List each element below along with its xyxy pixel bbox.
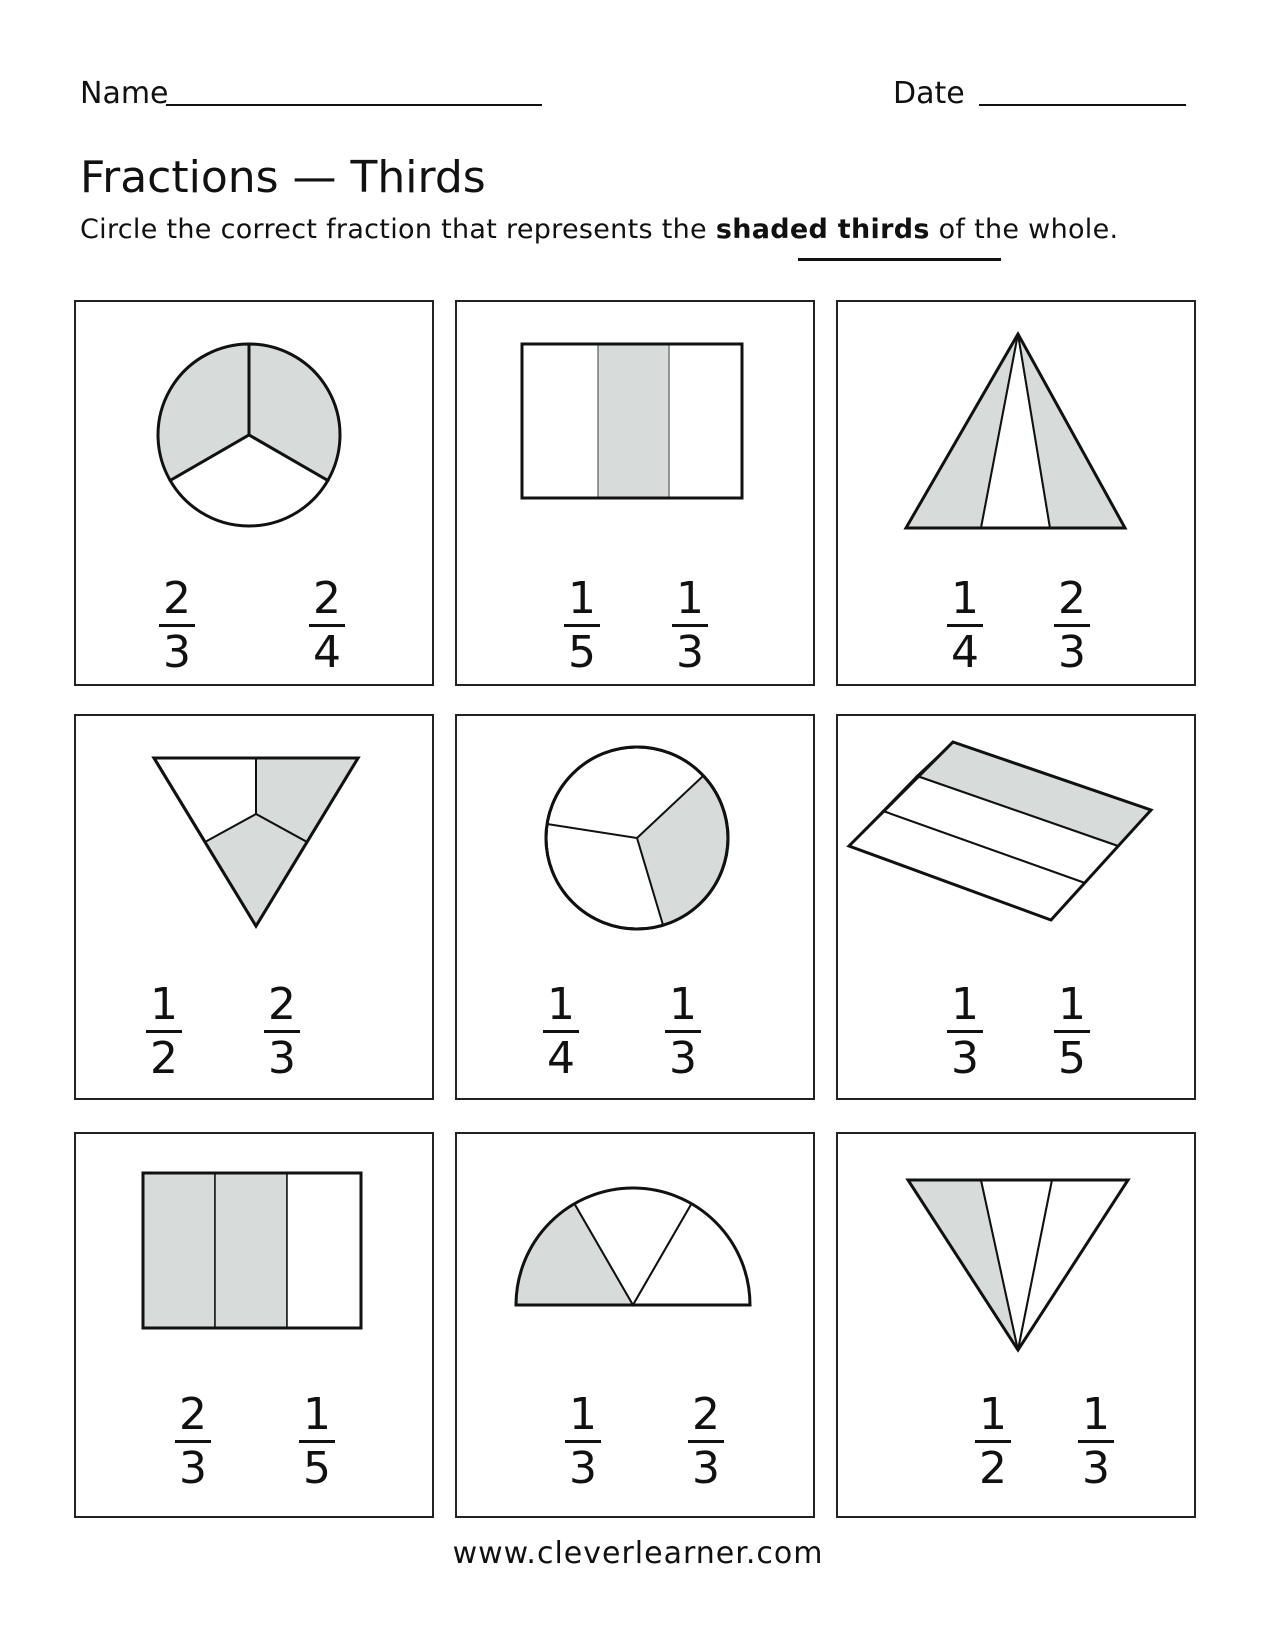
denominator: 2 [979,1443,1007,1494]
numerator: 1 [150,979,178,1030]
numerator: 2 [313,573,341,624]
numerator: 1 [951,979,979,1030]
numerator: 1 [669,979,697,1030]
emphasis-underline [798,258,1001,261]
problem-card-2 [455,300,815,686]
instruction-text-start: Circle the correct fraction that represents the [80,214,716,245]
denominator: 3 [163,627,191,678]
fraction-choice[interactable] [163,1389,223,1494]
denominator: 3 [268,1033,296,1084]
rectangle-thirds-figure [457,302,817,688]
fraction-choice[interactable] [147,573,207,678]
fraction-choice[interactable] [1042,979,1102,1084]
fraction-choice[interactable] [935,979,995,1084]
circle-thirds-figure [457,716,817,1102]
denominator: 2 [150,1033,178,1084]
fraction-choice[interactable] [676,1389,736,1494]
numerator: 2 [268,979,296,1030]
problem-card-7 [74,1132,434,1518]
fraction-choice[interactable] [935,573,995,678]
fraction-choice[interactable] [553,1389,613,1494]
fraction-choice[interactable] [297,573,357,678]
parallelogram-thirds-figure [838,716,1198,1102]
denominator: 3 [951,1033,979,1084]
rectangle-thirds-figure [76,1134,436,1520]
instructions [80,213,1118,247]
date-label: Date [893,76,965,111]
denominator: 4 [547,1033,575,1084]
denominator: 4 [313,627,341,678]
denominator: 3 [569,1443,597,1494]
denominator: 3 [669,1033,697,1084]
fraction-choice[interactable] [287,1389,347,1494]
problem-card-4 [74,714,434,1100]
worksheet-title: Fractions — Thirds [80,152,486,203]
numerator: 1 [568,573,596,624]
fraction-choice[interactable] [1042,573,1102,678]
website-footer: www.cleverlearner.com [452,1536,824,1571]
denominator: 3 [1082,1443,1110,1494]
problem-card-1 [74,300,434,686]
circle-thirds-figure [76,302,436,688]
fraction-choice[interactable] [252,979,312,1084]
problem-card-8 [455,1132,815,1518]
fraction-choice[interactable] [963,1389,1023,1494]
numerator: 1 [547,979,575,1030]
problem-card-9 [836,1132,1196,1518]
numerator: 1 [979,1389,1007,1440]
denominator: 5 [568,627,596,678]
denominator: 3 [692,1443,720,1494]
name-field-line[interactable] [166,104,542,106]
numerator: 1 [951,573,979,624]
instruction-text-end: of the whole. [929,214,1119,245]
numerator: 1 [1058,979,1086,1030]
fraction-choice[interactable] [1066,1389,1126,1494]
name-label: Name [80,76,169,111]
problem-card-3 [836,300,1196,686]
date-field-line[interactable] [979,104,1186,106]
numerator: 1 [569,1389,597,1440]
fraction-choice[interactable] [531,979,591,1084]
denominator: 5 [303,1443,331,1494]
denominator: 3 [179,1443,207,1494]
numerator: 1 [676,573,704,624]
denominator: 3 [676,627,704,678]
semicircle-thirds-figure [457,1134,817,1520]
fraction-choice[interactable] [660,573,720,678]
denominator: 3 [1058,627,1086,678]
instruction-emphasis: shaded thirds [715,214,930,245]
fraction-choice[interactable] [552,573,612,678]
fraction-choice[interactable] [653,979,713,1084]
numerator: 2 [163,573,191,624]
numerator: 2 [692,1389,720,1440]
numerator: 2 [179,1389,207,1440]
numerator: 1 [303,1389,331,1440]
problem-card-6 [836,714,1196,1100]
fraction-choice[interactable] [134,979,194,1084]
triangle-thirds-figure [838,302,1198,688]
denominator: 5 [1058,1033,1086,1084]
numerator: 1 [1082,1389,1110,1440]
numerator: 2 [1058,573,1086,624]
problem-card-5 [455,714,815,1100]
denominator: 4 [951,627,979,678]
